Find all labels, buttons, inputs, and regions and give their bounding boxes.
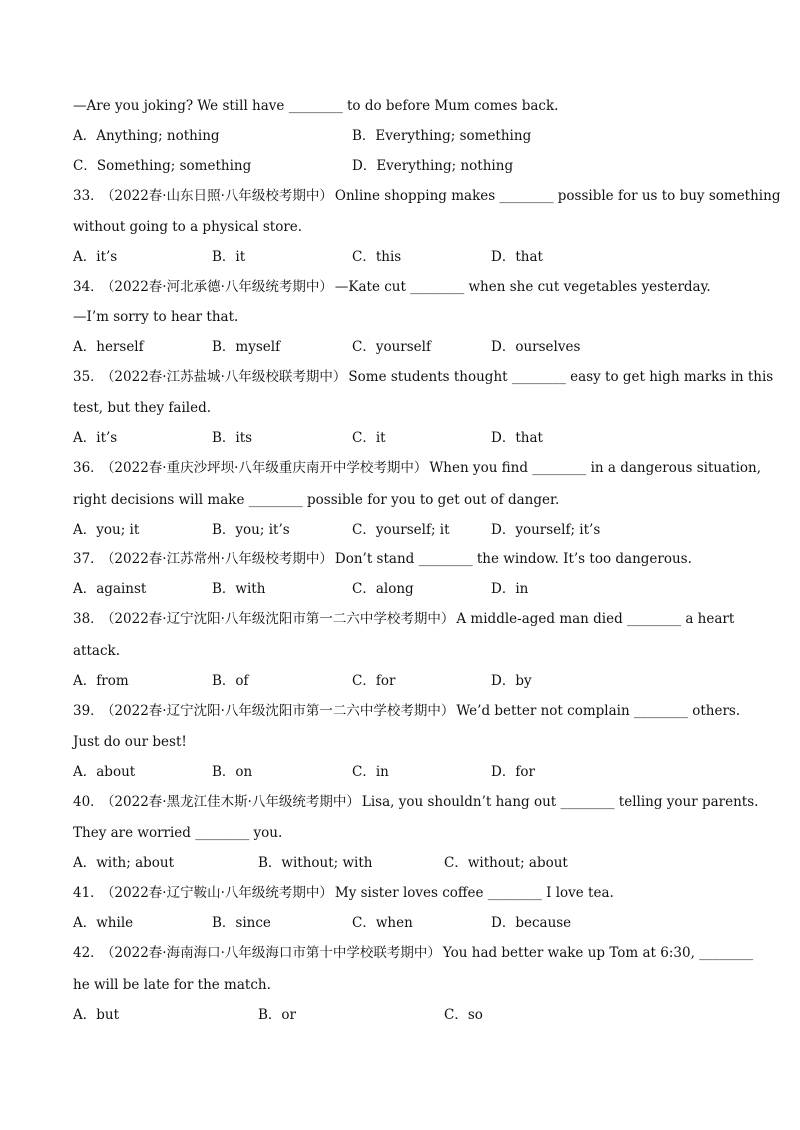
option-b: B．without; with [258,855,373,871]
question-source: （2022春·海南海口·八年级海口市第十中学校联考期中） [107,945,441,961]
option-c: C．without; about [444,855,568,871]
question-41 [73,883,614,903]
question-source: （2022春·江苏常州·八年级校考期中） [107,551,333,567]
question-number: 40． [73,794,104,810]
option-c: C．this [352,249,402,265]
question-42 [73,943,753,963]
question-text-cont: Just do our best! [73,734,187,750]
option-a: A．about [73,764,136,780]
question-text: Don’t stand ________ the window. It’s too dangerous. [334,551,692,567]
question-number: 38． [73,611,104,627]
option-c: C．it [352,430,386,446]
question-text-cont: They are worried ________ you. [73,825,283,841]
question-40 [73,792,758,812]
option-c: C．when [352,915,413,931]
option-a: A．you; it [73,522,140,538]
option-b: B．or [258,1007,297,1023]
option-b: B．of [212,673,249,689]
option-d: D．that [491,430,543,446]
question-number: 39． [73,703,104,719]
option-d: D．that [491,249,543,265]
option-b: B．its [212,430,253,446]
option-d: D．Everything; nothing [352,158,514,174]
option-a: A．it’s [73,430,118,446]
question-source: （2022春·黑龙江佳木斯·八年级统考期中） [107,794,360,810]
option-d: D．because [491,915,572,931]
option-a: A．it’s [73,249,118,265]
question-number: 34． [73,279,104,295]
question-source: （2022春·辽宁沈阳·八年级沈阳市第一二六中学校考期中） [107,611,455,627]
question-38 [73,609,734,629]
option-c: C．yourself [352,339,431,355]
option-a: A．from [73,673,129,689]
option-a: A．while [73,915,134,931]
option-b: B．on [212,764,253,780]
question-number: 37． [73,551,104,567]
question-source: （2022春·河北承德·八年级统考期中） [107,279,333,295]
question-source: （2022春·山东日照·八年级校考期中） [107,188,333,204]
option-c: C．in [352,764,389,780]
question-text: Some students thought ________ easy to get high marks in this [348,369,774,385]
question-36 [73,458,761,478]
question-number: 35． [73,369,104,385]
question-33 [73,186,780,206]
question-number: 33． [73,188,104,204]
question-line: —Are you joking? We still have ________ to do before Mum comes back. [73,98,559,114]
question-source: （2022春·重庆沙坪坝·八年级重庆南开中学校考期中） [107,460,428,476]
option-b: B．it [212,249,246,265]
option-a: A．against [73,581,147,597]
question-number: 36． [73,460,104,476]
question-text: My sister loves coffee ________ I love tea. [334,885,614,901]
option-b: B．with [212,581,266,597]
question-source: （2022春·辽宁鞍山·八年级统考期中） [107,885,333,901]
option-b: B．you; it’s [212,522,290,538]
question-source: （2022春·辽宁沈阳·八年级沈阳市第一二六中学校考期中） [107,703,455,719]
question-text-cont: —I’m sorry to hear that. [73,309,239,325]
question-source: （2022春·江苏盐城·八年级校联考期中） [107,369,347,385]
option-b: B．Everything; something [352,128,532,144]
option-a: A．but [73,1007,120,1023]
option-c: C．so [444,1007,483,1023]
question-34 [73,277,711,297]
question-number: 41． [73,885,104,901]
option-a: A．with; about [73,855,175,871]
question-text: —Kate cut ________ when she cut vegetables yesterday. [334,279,711,295]
option-d: D．for [491,764,535,780]
question-35 [73,367,773,387]
option-c: C．for [352,673,396,689]
option-d: D．yourself; it’s [491,522,601,538]
question-text: You had better wake up Tom at 6:30, ________ [442,945,754,961]
option-b: B．since [212,915,271,931]
option-d: D．in [491,581,529,597]
question-text: A middle-aged man died ________ a heart [456,611,735,627]
option-c: C．Something; something [73,158,252,174]
option-d: D．ourselves [491,339,581,355]
option-c: C．along [352,581,414,597]
question-text: Online shopping makes ________ possible for us to buy something [334,188,781,204]
question-text-cont: attack. [73,643,120,659]
question-text: We’d better not complain ________ others. [456,703,741,719]
option-a: A．Anything; nothing [73,128,220,144]
question-37 [73,549,692,569]
question-text: When you find ________ in a dangerous situation, [429,460,762,476]
question-text-cont: without going to a physical store. [73,219,303,235]
question-39 [73,701,740,721]
option-a: A．herself [73,339,144,355]
question-text-cont: test, but they failed. [73,400,212,416]
option-d: D．by [491,673,532,689]
question-text-cont: right decisions will make ________ possible for you to get out of danger. [73,492,560,508]
option-c: C．yourself; it [352,522,450,538]
question-text-cont: he will be late for the match. [73,977,271,993]
question-number: 42． [73,945,104,961]
option-b: B．myself [212,339,281,355]
question-text: Lisa, you shouldn’t hang out ________ telling your parents. [361,794,759,810]
